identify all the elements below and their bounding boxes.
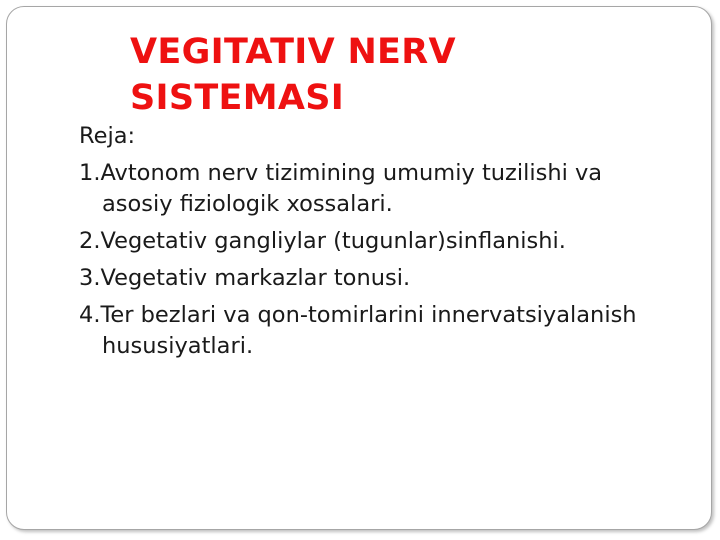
plan-item-1: 1.Avtonom nerv tizimining umumiy tuzilishi va asosiy fiziologik xossalari. [79, 160, 603, 217]
slide-body [79, 121, 679, 368]
plan-item-3: 3.Vegetativ markazlar tonusi. [79, 265, 411, 291]
plan-heading: Reja: [79, 123, 136, 149]
plan-item-2: 2.Vegetativ gangliylar (tugunlar)sinflanishi. [79, 228, 566, 254]
plan-item-4: 4.Ter bezlari va qon-tomirlarini innervatsiyalanish hususiyatlari. [79, 302, 637, 359]
slide-title: VEGITATIV NERV SISTEMASI [130, 32, 456, 118]
plan-list [79, 158, 679, 362]
